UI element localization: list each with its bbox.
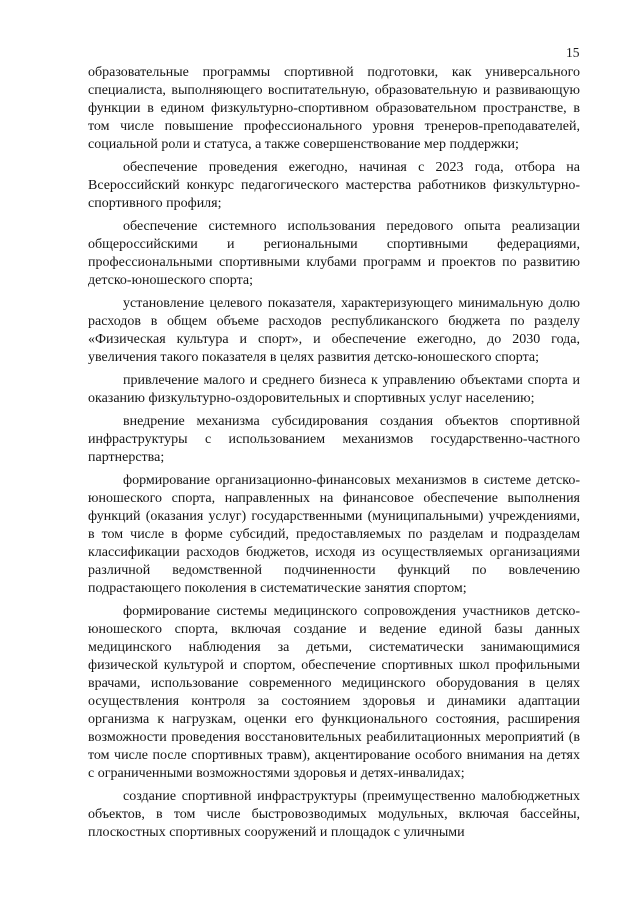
paragraph-subsidy-mechanism: внедрение механизма субсидирования создания объектов спортивной инфраструктуры с использованием механизмов государственно-частного партнерства;	[88, 414, 580, 465]
paragraph-target-indicator: установление целевого показателя, характеризующего минимальную долю расходов в общем объеме расходов республиканского бюджета по разделу «Физическая культура и спорт», и обеспечение ежегодно, до 2030 года, увеличения такого показателя в целях развития детско-юношеского спорта;	[88, 296, 580, 365]
paragraph-best-practices: обеспечение системного использования передового опыта реализации общероссийскими и региональными спортивными федерациями, профессиональными спортивными клубами программ и проектов по развитию детско-юношеского спорта;	[88, 219, 580, 288]
paragraph-medical-support: формирование системы медицинского сопровождения участников детско-юношеского спорта, включая создание и ведение единой базы данных медицинского наблюдения за детьми, систематически занимающимися физической культурой и спортом, обеспечение спортивных школ профильными врачами, использование современного медицинского оборудования в целях осуществления контроля за состоянием здоровья и динамики адаптации организма к нагрузкам, оценки его функционального состояния, расширения возможности проведения восстановительных реабилитационных мероприятий (в том числе после спортивных травм), акцентирование особого внимания на детях с ограниченными возможностями здоровья и детях-инвалидах;	[88, 604, 580, 781]
paragraph-financial-mechanisms: формирование организационно-финансовых механизмов в системе детско-юношеского спорта, направленных на финансовое обеспечение выполнения функций (оказания услуг) государственными (муниципальными) учреждениями, в том числе в форме субсидий, предоставляемых по разделам и подразделам классификации расходов бюджетов, исходя из осуществляемых организациями различной ведомственной подчиненности функций по вовлечению подрастающего поколения в систематические занятия спортом;	[88, 473, 580, 596]
paragraph-sports-infrastructure: создание спортивной инфраструктуры (преимущественно малобюджетных объектов, в том числе быстровозводимых модульных, включая бассейны, плоскостных спортивных сооружений и площадок с уличными	[88, 789, 580, 840]
page-number: 15	[566, 45, 580, 60]
paragraph-continued: образовательные программы спортивной подготовки, как универсального специалиста, выполняющего воспитательную, образовательную и развивающую функции в едином физкультурно-спортивном образовательном пространстве, в том числе повышение профессионального уровня тренеров-преподавателей, социальной роли и статуса, а также совершенствование мер поддержки;	[88, 65, 580, 152]
paragraph-teacher-contest: обеспечение проведения ежегодно, начиная с 2023 года, отбора на Всероссийский конкурс педагогического мастерства работников физкультурно-спортивного профиля;	[88, 160, 580, 211]
paragraph-business-involvement: привлечение малого и среднего бизнеса к управлению объектами спорта и оказанию физкультурно-оздоровительных и спортивных услуг населению;	[88, 373, 580, 406]
document-body	[88, 64, 580, 847]
